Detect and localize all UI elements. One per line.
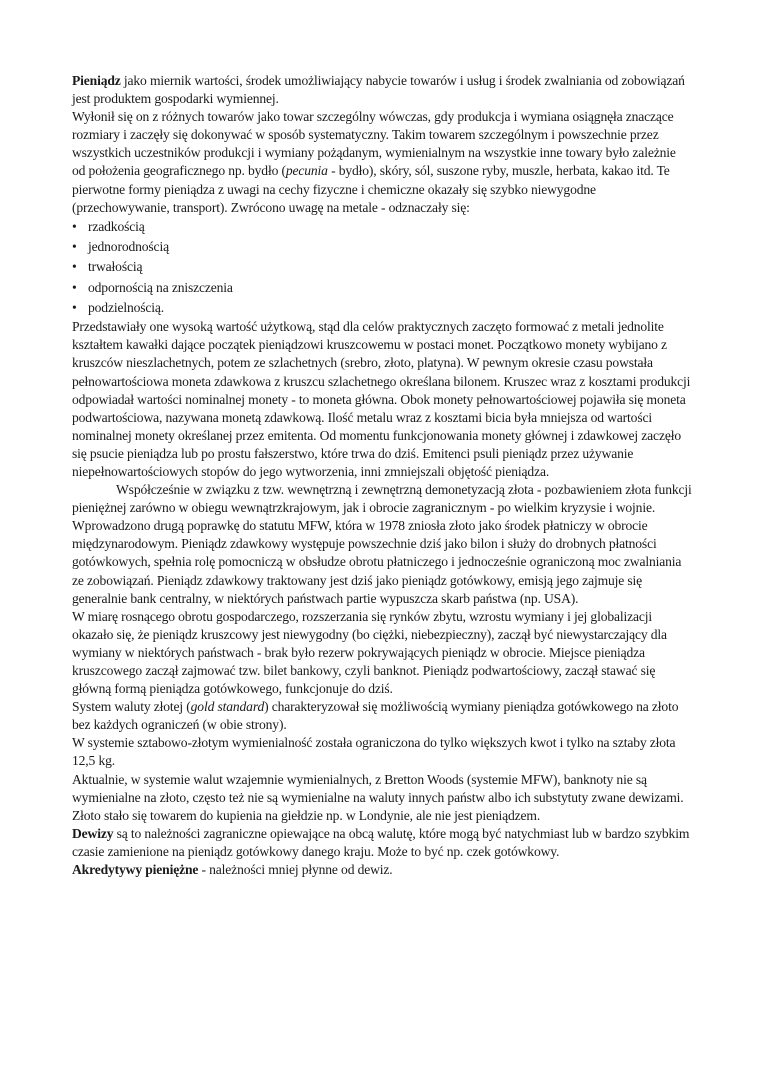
- document-page: [72, 72, 692, 879]
- coins-paragraph: Przedstawiały one wysoką wartość użytkową, stąd dla celów praktycznych zaczęto formować z metali jednolite kształtem kawałki dające początek pieniądzowi kruszcowemu w postaci monet. Początkowo monety wybijano z kruszców nieszlachetnych, potem ze szlachetnych (srebro, złoto, platyna). W pewnym okresie czasu powstała pełnowartościowa moneta zdawkowa z kruszcu szlachetnego określana bilonem. Kruszec wraz z kosztami produkcji odpowiadał wartości nominalnej monety - to moneta główna. Obok monety pełnowartościowej pojawiła się moneta podwartościowa, nazywana monetą zdawkową. Ilość metalu wraz z kosztami bicia była mniejsza od wartości nominalnej monety określanej przez emitenta. Od momentu funkcjonowania monety głównej i zdawkowej zaczęło się psucie pieniądza lub po prostu fałszerstwo, które trwa do dziś. Emitenci psuli pieniądz przez używanie niepełnowartościowych stopów do jego wytworzenia, inni zmniejszali objętość pieniądza.: [72, 319, 691, 479]
- banknote-paragraph: W miarę rosnącego obrotu gospodarczego, rozszerzania się rynków zbytu, wzrostu wymiany i jej globalizacji okazało się, że pieniądz kruszcowy jest niewygodny (bo ciężki, niebezpieczny), zaczął być niewystarczający dla wymiany w niektórych państwach - brak było rezerw pokrywających pieniądz w obrocie. Miejsce pieniądza kruszcowego zaczął zajmować tzw. bilet bankowy, czyli banknot. Pieniądz podwartościowy, zaczął stawać się główną formą pieniądza gotówkowego, funkcjonuje do dziś.: [72, 608, 667, 697]
- origin-paragraph: Wyłonił się on z różnych towarów jako towar szczególny wówczas, gdy produkcja i wymiana osiągnęła znaczące rozmiary i zaczęły się dokonywać w sposób systematyczny. Takim towarem szczególnym i powszechnie przez wszystkich uczestników produkcji i wymiany pożądanym, wymienialnym na wszystkie inne towary było zależnie od położenia geograficznego np. bydło (pecunia - bydło), skóry, sól, suszone ryby, muszle, herbata, kakao itd. Te pierwotne formy pieniądza z uwagi na cechy fizyczne i chemiczne okazały się szybko niewygodne (przechowywanie, transport). Zwrócono uwagę na metale - odznaczały się:: [72, 109, 676, 215]
- metal-features-list: [72, 217, 692, 318]
- bretton-woods-paragraph: Aktualnie, w systemie walut wzajemnie wymienialnych, z Bretton Woods (systemie MFW), banknoty nie są wymienialne na złoto, często też nie są wymienialne na waluty innych państw albo ich substytuty zwane dewizami. Złoto stało się towarem do kupienia na giełdzie np. w Londynie, ale nie jest pieniądzem.: [72, 771, 684, 823]
- dewizy-paragraph: Dewizy są to należności zagraniczne opiewające na obcą walutę, które mogą być natychmiast lub w bardzo szybkim czasie zamienione na pieniądz gotówkowy danego kraju. Może to być np. czek gotówkowy.: [72, 825, 690, 859]
- gold-standard-paragraph: System waluty złotej (gold standard) charakteryzował się możliwością wymiany pieniądza gotówkowego na złoto bez każdych ograniczeń (w obie strony).: [72, 699, 679, 733]
- list-item: • rzadkością: [72, 217, 692, 237]
- list-item: • trwałością: [72, 257, 692, 277]
- akredytywy-paragraph: Akredytywy pieniężne - należności mniej płynne od dewiz.: [72, 862, 393, 878]
- list-item: • jednorodnością: [72, 237, 692, 257]
- term-akredytywy: Akredytywy pieniężne: [72, 862, 199, 878]
- term-dewizy: Dewizy: [72, 825, 114, 841]
- demonetization-paragraph: Współcześnie w związku z tzw. wewnętrzną i zewnętrzną demonetyzacją złota - pozbawieniem złota funkcji pieniężnej zarówno w obiegu wewnątrzkrajowym, jak i obrocie zagranicznym - po wielkim kryzysie i wojnie. Wprowadzono drugą poprawkę do statutu MFW, która w 1978 zniosła złoto jako środek płatniczy w obrocie międzynarodowym. Pieniądz zdawkowy występuje powszechnie dziś jako bilon i służy do drobnych płatności gotówkowych, spełnia rolę pomocniczą w obsłudze obrotu płatniczego i jednocześnie ograniczoną moc zwalniania ze zobowiązań. Pieniądz zdawkowy traktowany jest dziś jako pieniądz gotówkowy, emisją jego zajmuje się generalnie bank centralny, w niektórych państwach partie wypuszcza skarb państwa (np. USA).: [72, 482, 692, 606]
- bullion-paragraph: W systemie sztabowo-złotym wymienialność została ograniczona do tylko większych kwot i tylko na sztaby złota 12,5 kg.: [72, 735, 676, 769]
- list-item: • odpornością na zniszczenia: [72, 278, 692, 298]
- term-pieniadz: Pieniądz: [72, 73, 121, 88]
- intro-paragraph: Pieniądz jako miernik wartości, środek umożliwiający nabycie towarów i usług i środek zwalniania od zobowiązań jest produktem gospodarki wymiennej.: [72, 73, 685, 107]
- list-item: • podzielnością.: [72, 298, 692, 318]
